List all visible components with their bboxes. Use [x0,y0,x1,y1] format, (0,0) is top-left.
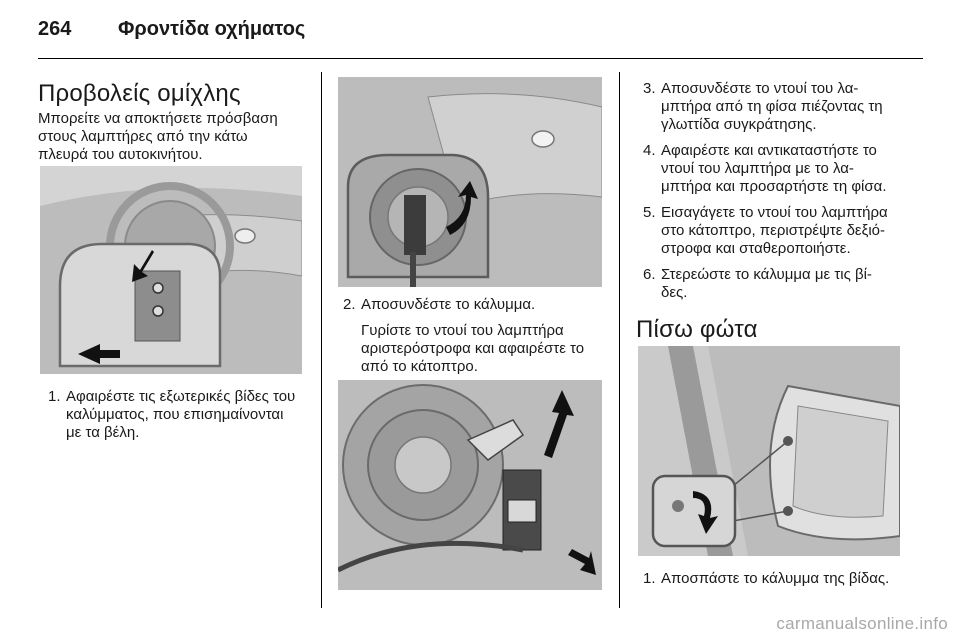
fog-step-1 [48,388,312,442]
watermark: carmanualsonline.info [776,614,948,633]
fog-step-6 [643,266,913,302]
step-line: ντουί του λαμπτήρα με το λα- [661,160,854,177]
step-text [661,142,913,196]
step-text: Αποσυνδέστε το κάλυμμα. [361,296,536,313]
step-number: 5. [643,204,656,221]
tail-lights-heading: Πίσω φώτα [636,316,758,343]
step-number: 6. [643,266,656,283]
step-number: 3. [643,80,656,97]
fog-step-5 [643,204,913,258]
page-number: 264 [38,18,72,40]
step-line: Αποσυνδέστε το ντουί του λα- [661,80,859,97]
tail-light-cover-illustration [638,346,900,556]
step-line: γλωττίδα συγκράτησης. [661,116,817,133]
column-divider-2 [619,72,620,608]
step-line: Αφαιρέστε και αντικαταστήστε το [661,142,877,159]
step-line: με τα βέλη. [66,424,140,441]
step-text [661,204,913,258]
step-number: 4. [643,142,656,159]
step-line: στροφα και σταθεροποιήστε. [661,240,851,257]
header-rule [38,58,923,59]
step-line: στο κάτοπτρο, περιστρέψτε δεξιό- [661,222,885,239]
note-line: Γυρίστε το ντουί του λαμπτήρα [361,322,564,339]
fog-step-2-note [361,322,611,376]
step-text [661,266,913,302]
step-text [66,388,312,442]
note-line: από το κάτοπτρο. [361,358,478,375]
fog-light-cover-illustration [40,166,302,374]
step-line: μπτήρα από τη φίσα πιέζοντας τη [661,98,883,115]
bulb-removal-illustration [338,380,602,590]
step-number: 2. [343,296,356,313]
fog-step-3 [643,80,913,134]
column-divider-1 [321,72,322,608]
chapter-title: Φροντίδα οχήματος [118,18,306,40]
intro-line: Μπορείτε να αποκτήσετε πρόσβαση [38,110,278,127]
step-text: Αποσπάστε το κάλυμμα της βίδας. [661,570,890,587]
fog-lights-heading: Προβολείς ομίχλης [38,80,241,107]
step-line: καλύμματος, που επισημαίνονται [66,406,284,423]
step-text [661,80,913,134]
fog-step-4 [643,142,913,196]
note-line: αριστερόστροφα και αφαιρέστε το [361,340,585,357]
intro-line: στους λαμπτήρες από την κάτω [38,128,248,145]
fog-lights-intro [38,110,313,164]
intro-line: πλευρά του αυτοκινήτου. [38,146,203,163]
fog-step-2 [343,296,607,314]
tail-step-1 [643,570,915,588]
step-number: 1. [48,388,61,405]
page-header [38,18,923,58]
step-number: 1. [643,570,656,587]
step-line: δες. [661,284,688,301]
step-line: Αφαιρέστε τις εξωτερικές βίδες του [66,388,296,405]
bulb-socket-rotate-illustration [338,77,602,287]
step-line: μπτήρα και προσαρτήστε τη φίσα. [661,178,887,195]
step-line: Εισαγάγετε το ντουί του λαμπτήρα [661,204,888,221]
step-line: Στερεώστε το κάλυμμα με τις βί- [661,266,872,283]
